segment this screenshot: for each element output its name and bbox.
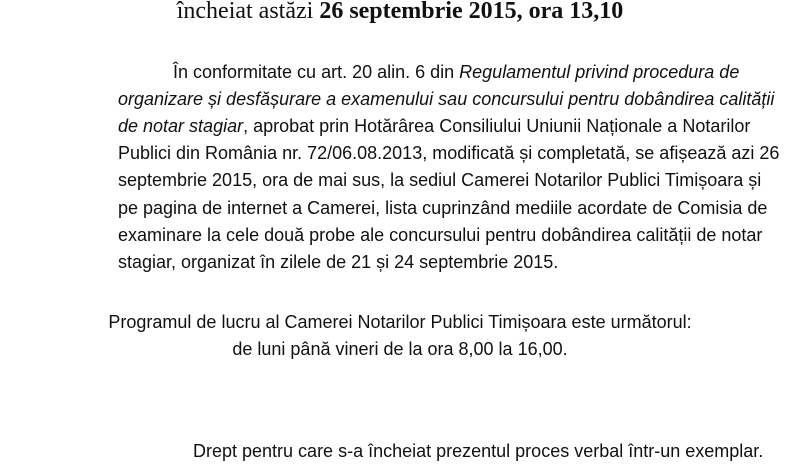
paragraph-line	[118, 85, 775, 113]
paragraph-line	[118, 112, 751, 140]
paragraph-line	[118, 194, 768, 222]
italic-text-run: de notar stagiar	[118, 116, 244, 136]
text-run: , aprobat prin Hotărârea Consiliului Uniunii Naționale a Notarilor	[243, 116, 751, 136]
paragraph-line	[173, 58, 740, 86]
text-run: În conformitate cu art. 20 alin. 6 din	[173, 62, 460, 82]
paragraph-closing: Drept pentru care s-a încheiat prezentul proces verbal într-un exemplar.	[193, 441, 764, 461]
text-run: Publici din România nr. 72/06.08.2013, modificată și completată, se afișează azi 26	[118, 143, 780, 163]
schedule-hours: de luni până vineri de la ora 8,00 la 16,00.	[232, 339, 568, 359]
text-run: stagiar, organizat în zilele de 21 și 24 septembrie 2015.	[118, 252, 559, 272]
paragraph-line	[118, 139, 780, 167]
text-run: septembrie 2015, ora de mai sus, la sediul Camerei Notarilor Publici Timișoara și	[118, 170, 762, 190]
heading-date-time: 26 septembrie 2015, ora 13,10	[319, 0, 624, 24]
paragraph-line	[118, 166, 762, 194]
text-run: pe pagina de internet a Camerei, lista cuprinzând mediile acordate de Comisia de	[118, 198, 768, 218]
paragraph-line	[118, 248, 686, 276]
text-run: examinare la cele două probe ale concursului pentru dobândirea calității de notar	[118, 225, 763, 245]
heading-prefix: încheiat astăzi	[176, 0, 320, 24]
italic-text-run: Regulamentul privind procedura de	[459, 62, 740, 82]
schedule-line: Programul de lucru al Camerei Notarilor Publici Timișoara este următorul:	[108, 312, 692, 332]
document-heading	[0, 0, 800, 26]
italic-text-run: organizare și desfășurare a examenului sau concursului pentru dobândirea calității	[118, 89, 775, 109]
paragraph-line	[118, 221, 763, 249]
